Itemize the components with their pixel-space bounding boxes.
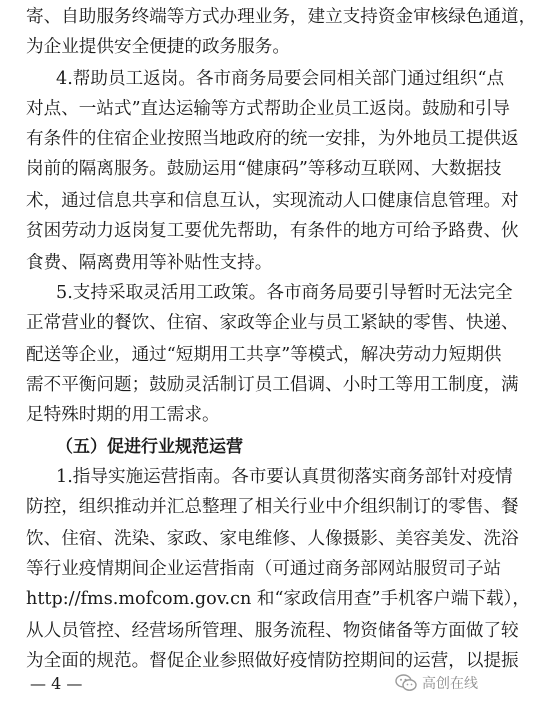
- text-line-with-url: http://fms.mofcom.gov.cn 和“家政信用查”手机客户端下载），: [26, 589, 531, 609]
- paragraph-start: 1.指导实施运营指南。各市要认真贯彻落实商务部针对疫情: [56, 467, 513, 487]
- text-line: 有条件的住宿企业按照当地政府的统一安排，为外地员工提供返: [26, 129, 519, 149]
- watermark: [395, 670, 478, 696]
- text-line: 岗前的隔离服务。鼓励运用“健康码”等移动互联网、大数据技: [26, 159, 502, 179]
- text-line: 贫困劳动力返岗复工要优先帮助，有条件的地方可给予路费、伙: [26, 221, 519, 241]
- paragraph-start: 4.帮助员工返岗。各市商务局要会同相关部门通过组织“点: [56, 69, 505, 89]
- text-line: 食费、隔离费用等补贴性支持。: [26, 253, 273, 273]
- page-number: — 4 —: [30, 674, 83, 693]
- section-heading: （五）促进行业规范运营: [56, 437, 243, 457]
- text-line: 正常营业的餐饮、住宿、家政等企业与员工紧缺的零售、快递、: [26, 313, 519, 333]
- text-line: 足特殊时期的用工需求。: [26, 405, 220, 425]
- text-line: 从人员管控、经营场所管理、服务流程、物资储备等方面做了较: [26, 621, 519, 641]
- wechat-icon: [395, 674, 417, 692]
- text-line: 术，通过信息共享和信息互认，实现流动人口健康信息管理。对: [26, 191, 519, 211]
- text-line: 为全面的规范。督促企业参照做好疫情防控期间的运营，以提振: [26, 651, 519, 671]
- paragraph-start: 5.支持采取灵活用工政策。各市商务局要引导暂时无法完全: [56, 283, 513, 303]
- text-line: 寄、自助服务终端等方式办理业务，建立支持资金审核绿色通道，: [26, 7, 536, 27]
- text-line: 需不平衡问题；鼓励灵活制订员工倡调、小时工等用工制度，满: [26, 375, 519, 395]
- text-line: 等行业疫情期间企业运营指南（可通过商务部网站服贸司子站: [26, 559, 502, 579]
- text-line: 对点、一站式”直达运输等方式帮助企业员工返岗。鼓励和引导: [26, 99, 511, 119]
- text-line: 配送等企业，通过“短期用工共享”等模式，解决劳动力短期供: [26, 345, 502, 365]
- watermark-text: 高创在线: [422, 676, 478, 692]
- text-line: 为企业提供安全便捷的政务服务。: [26, 37, 290, 57]
- text-line: 饮、住宿、洗染、家政、家电维修、人像摄影、美容美发、洗浴: [26, 529, 519, 549]
- text-line: 防控，组织推动并汇总整理了相关行业中介组织制订的零售、餐: [26, 497, 519, 517]
